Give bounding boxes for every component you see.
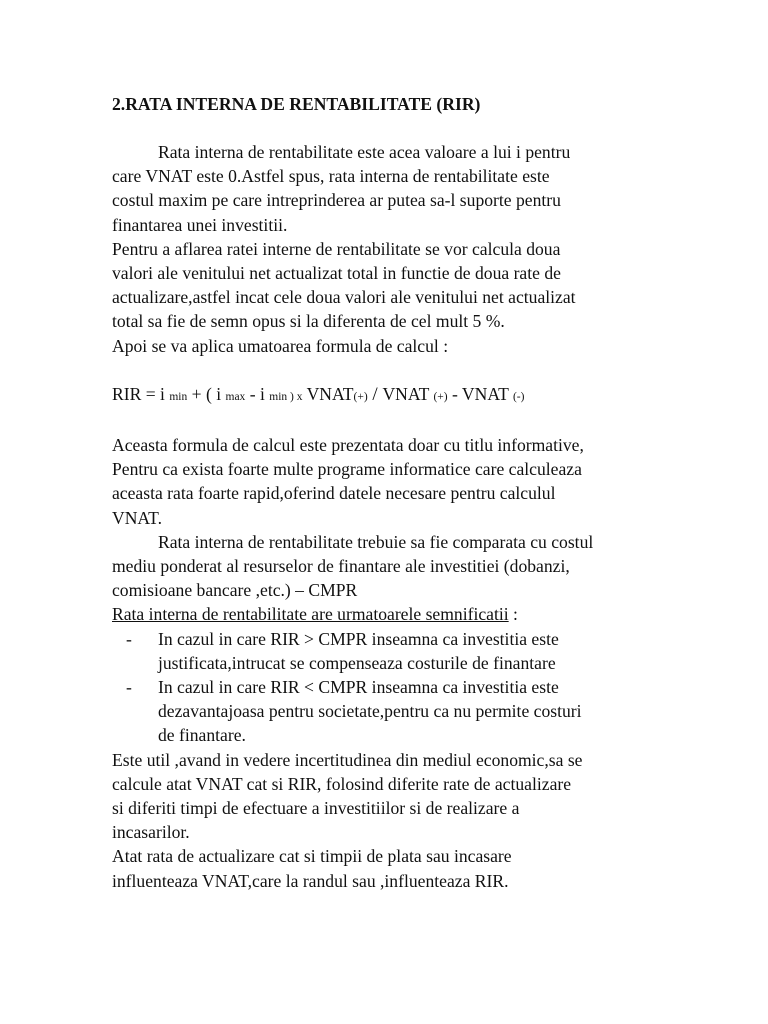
- text-line: actualizare,astfel incat cele doua valori ale venitului net actualizat: [112, 287, 576, 308]
- text-line: mediu ponderat al resurselor de finantare ale investitiei (dobanzi,: [112, 556, 570, 577]
- formula-part: - i: [245, 383, 270, 404]
- formula-subscript: (+): [353, 390, 368, 403]
- paragraph-conclusion: [112, 844, 672, 892]
- significance-list: [112, 627, 672, 748]
- text-line: Rata interna de rentabilitate este acea valoare a lui i pentru: [158, 142, 571, 162]
- formula-subscript: min: [169, 390, 188, 403]
- text-line: Atat rata de actualizare cat si timpii de plata sau incasare: [112, 846, 512, 867]
- text-line: influenteaza VNAT,care la randul sau ,influenteaza RIR.: [112, 870, 509, 891]
- formula-part: - VNAT: [447, 383, 513, 404]
- formula-part: RIR = i: [112, 383, 170, 404]
- significance-heading-colon: :: [508, 604, 518, 625]
- text-line: costul maxim pe care intreprinderea ar putea sa-l suporte pentru: [112, 190, 561, 211]
- text-line: Apoi se va aplica umatoarea formula de calcul :: [112, 335, 449, 356]
- formula-part: VNAT: [302, 383, 354, 404]
- text-line: Rata interna de rentabilitate trebuie sa fie comparata cu costul: [158, 531, 594, 552]
- formula-divider: /: [367, 383, 383, 405]
- formula-subscript: (+): [433, 390, 448, 403]
- formula-subscript: max: [225, 390, 246, 403]
- formula-subscript: min ) x: [269, 390, 303, 403]
- text-line: VNAT.: [112, 507, 163, 528]
- paragraph-uncertainty: [112, 748, 672, 845]
- text-line: care VNAT este 0.Astfel spus, rata interna de rentabilitate este: [112, 166, 550, 187]
- formula-part: VNAT: [382, 383, 434, 404]
- list-item-body: [158, 627, 672, 675]
- text-line: de finantare.: [158, 725, 246, 746]
- spacer: [112, 358, 672, 382]
- list-item: [112, 627, 672, 675]
- rir-formula: [112, 382, 672, 409]
- text-line: dezavantajoasa pentru societate,pentru ca nu permite costuri: [158, 701, 582, 722]
- text-line: finantarea unei investitii.: [112, 214, 288, 235]
- paragraph-definition: [112, 140, 672, 237]
- text-line: Pentru a aflarea ratei interne de rentabilitate se vor calcula doua: [112, 238, 561, 259]
- paragraph-method: [112, 237, 672, 358]
- list-item: [112, 675, 672, 748]
- list-item-body: [158, 675, 672, 748]
- text-line: total sa fie de semn opus si la diferenta de cel mult 5 %.: [112, 311, 505, 332]
- spacer: [112, 409, 672, 433]
- text-line: Este util ,avand in vedere incertitudinea din mediul economic,sa se: [112, 749, 583, 770]
- dash-bullet: -: [126, 628, 132, 649]
- text-line: aceasta rata foarte rapid,oferind datele necesare pentru calculul: [112, 483, 556, 504]
- text-line: comisioane bancare ,etc.) – CMPR: [112, 580, 358, 601]
- text-line: Aceasta formula de calcul este prezentata doar cu titlu informative,: [112, 435, 584, 456]
- text-line: Pentru ca exista foarte multe programe informatice care calculeaza: [112, 459, 582, 480]
- dash-bullet: -: [126, 677, 132, 698]
- document-page: [112, 92, 672, 893]
- text-line: In cazul in care RIR > CMPR inseamna ca investitia este: [158, 628, 559, 649]
- formula-subscript: (-): [512, 390, 525, 403]
- text-line: calcule atat VNAT cat si RIR, folosind diferite rate de actualizare: [112, 773, 572, 794]
- significance-heading-text: Rata interna de rentabilitate are urmatoarele semnificatii: [112, 604, 509, 625]
- text-line: valori ale venitului net actualizat total in functie de doua rate de: [112, 263, 561, 284]
- text-line: si diferiti timpi de efectuare a investitiilor si de realizare a: [112, 798, 520, 819]
- paragraph-informative: [112, 433, 672, 530]
- formula-part: + ( i: [187, 383, 226, 404]
- text-line: justificata,intrucat se compenseaza costurile de finantare: [158, 652, 556, 673]
- document-title: 2.RATA INTERNA DE RENTABILITATE (RIR): [112, 94, 481, 114]
- significance-heading: [112, 602, 672, 626]
- text-line: In cazul in care RIR < CMPR inseamna ca investitia este: [158, 677, 559, 698]
- text-line: incasarilor.: [112, 822, 190, 843]
- paragraph-cmpr: [112, 530, 672, 603]
